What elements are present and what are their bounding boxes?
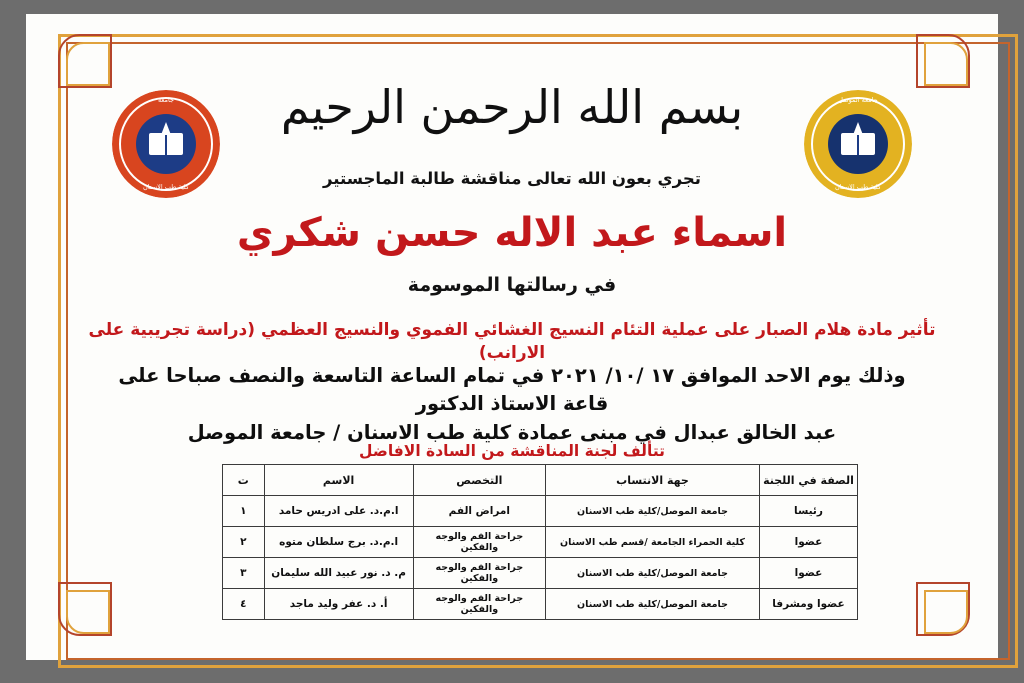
cell-number: ٣ [223,558,265,589]
column-header-role: الصفة في اللجنة [759,465,857,496]
logo-right-top-text: جامعة الموصل [838,96,878,104]
table-row [223,558,858,589]
cell-number: ٤ [223,589,265,620]
book-icon [149,133,183,155]
cell-number: ٢ [223,527,265,558]
cell-role: رئيسا [759,496,857,527]
table-row [223,496,858,527]
cell-specialty: جراحة الفم والوجه والفكين [413,589,545,620]
cell-specialty: جراحة الفم والوجه والفكين [413,527,545,558]
cell-number: ١ [223,496,265,527]
defense-details-line-2: عبد الخالق عبدال في مبنى عمادة كلية طب الاسنان / جامعة الموصل [187,420,837,444]
corner-ornament-bottom-right [910,576,972,638]
committee-table [222,464,858,620]
cell-name: ا.م.د. برج سلطان متوه [264,527,413,558]
corner-ornament-bottom-left [52,576,114,638]
cell-role: عضوا ومشرفا [759,589,857,620]
column-header-specialty: التخصص [413,465,545,496]
cell-organization: جامعة الموصل/كلية طب الاسنان [546,496,760,527]
defense-details-line-1: وذلك يوم الاحد الموافق ١٧ /١٠/ ٢٠٢١ في تمام الساعة التاسعة والنصف صباحا على قاعة الاستاذ الدكتور [118,364,906,416]
cell-specialty: امراض الفم [413,496,545,527]
logo-left-top-text: جامعة [157,96,175,104]
thesis-label: في رسالتها الموسومة [407,274,617,296]
table-row [223,527,858,558]
thesis-title: تأثير مادة هلام الصبار على عملية التئام النسيج الغشائي الفموي والنسيج العظمي (دراسة تجريبية على الارانب) [88,320,936,363]
logo-left-bottom-text: كلية طب الاسنان [142,182,190,191]
announcement-poster [26,14,998,660]
table-header-row [223,465,858,496]
committee-intro: تتألف لجنة المناقشة من السادة الافاضل [359,442,665,460]
book-icon [841,133,875,155]
cell-organization: كلية الحمراء الجامعة /قسم طب الاسنان [546,527,760,558]
logo-right-bottom-text: كلية طب الاسنان [834,182,882,191]
student-name: اسماء عبد الاله حسن شكري [236,210,788,256]
table-row [223,589,858,620]
column-header-organization: جهة الانتساب [546,465,760,496]
cell-name: م. د. نور عبيد الله سليمان [264,558,413,589]
announcement-line: تجري بعون الله تعالى مناقشة طالبة الماجستير [322,169,701,188]
cell-role: عضوا [759,527,857,558]
defense-details [96,362,928,447]
cell-name: أ. د. عفر وليد ماجد [264,589,413,620]
basmala-text: بسم الله الرحمن الرحيم [280,80,744,134]
cell-role: عضوا [759,558,857,589]
cell-specialty: جراحة الفم والوجه والفكين [413,558,545,589]
column-header-number: ت [223,465,265,496]
cell-organization: جامعة الموصل/كلية طب الاسنان [546,558,760,589]
column-header-name: الاسم [264,465,413,496]
cell-name: ا.م.د. على ادريس حامد [264,496,413,527]
cell-organization: جامعة الموصل/كلية طب الاسنان [546,589,760,620]
